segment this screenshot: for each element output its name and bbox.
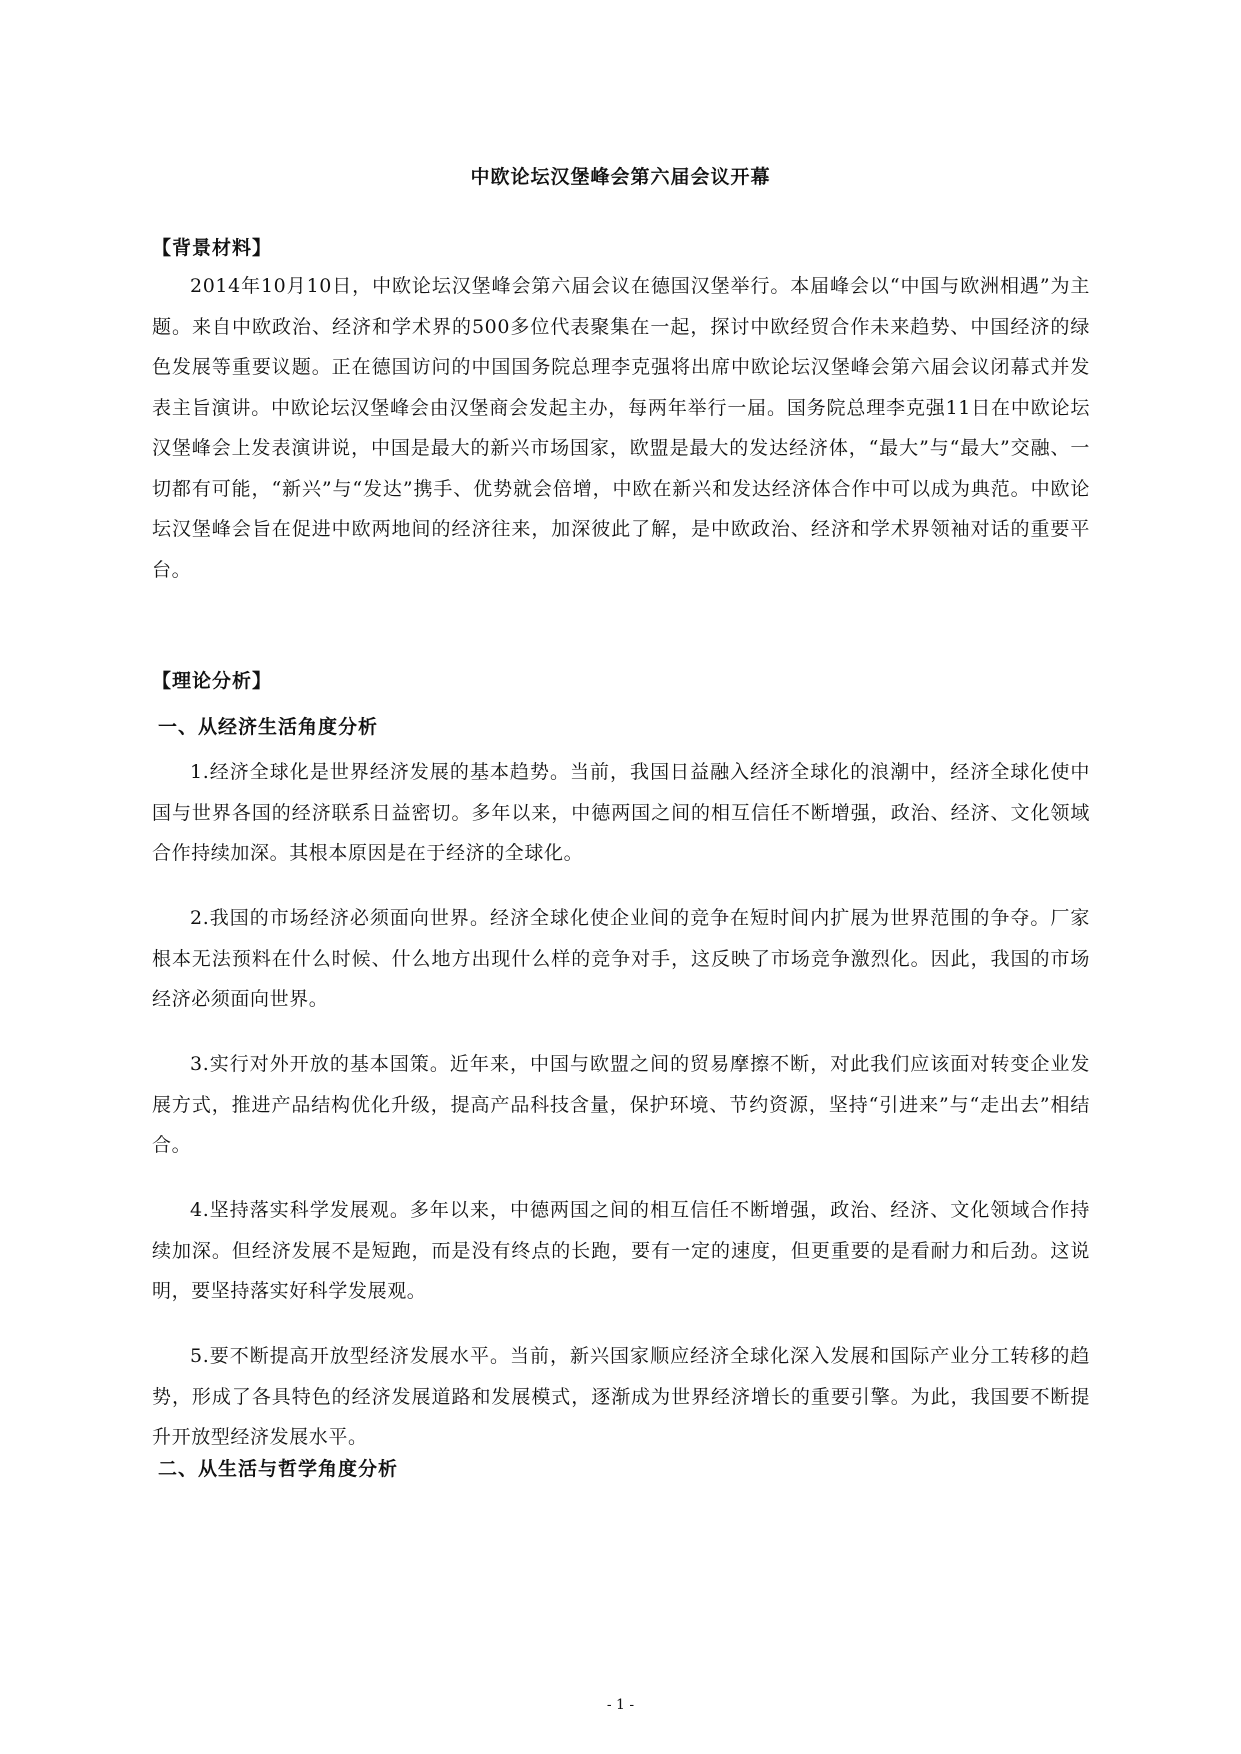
background-heading: 【背景材料】 [152,237,273,259]
analysis-point-5: 5.要不断提高开放型经济发展水平。当前，新兴国家顺应经济全球化深入发展和国际产业分工转移的趋势，形成了各具特色的经济发展道路和发展模式，逐渐成为世界经济增长的重要引擎。为此，我国要不断提升开放型经济发展水平。 [152,1345,1090,1448]
part1-heading: 一、从经济生活角度分析 [158,716,379,738]
background-paragraph: 2014年10月10日，中欧论坛汉堡峰会第六届会议在德国汉堡举行。本届峰会以“中国与欧洲相遇”为主题。来自中欧政治、经济和学术界的500多位代表聚集在一起，探讨中欧经贸合作未来趋势、中国经济的绿色发展等重要议题。正在德国访问的中国国务院总理李克强将出席中欧论坛汉堡峰会第六届会议闭幕式并发表主旨演讲。中欧论坛汉堡峰会由汉堡商会发起主办，每两年举行一届。国务院总理李克强11日在中欧论坛汉堡峰会上发表演讲说，中国是最大的新兴市场国家，欧盟是最大的发达经济体，“最大”与“最大”交融、一切都有可能，“新兴”与“发达”携手、优势就会倍增，中欧在新兴和发达经济体合作中可以成为典范。中欧论坛汉堡峰会旨在促进中欧两地间的经济往来，加深彼此了解，是中欧政治、经济和学术界领袖对话的重要平台。 [152,275,1090,581]
analysis-heading: 【理论分析】 [152,670,273,692]
part2-heading: 二、从生活与哲学角度分析 [158,1458,399,1480]
page-number: - 1 - [606,1697,635,1713]
analysis-point-2: 2.我国的市场经济必须面向世界。经济全球化使企业间的竞争在短时间内扩展为世界范围的争夺。厂家根本无法预料在什么时候、什么地方出现什么样的竞争对手，这反映了市场竞争激烈化。因此，我国的市场经济必须面向世界。 [152,907,1090,1010]
analysis-point-1: 1.经济全球化是世界经济发展的基本趋势。当前，我国日益融入经济全球化的浪潮中，经济全球化使中国与世界各国的经济联系日益密切。多年以来，中德两国之间的相互信任不断增强，政治、经济、文化领域合作持续加深。其根本原因是在于经济的全球化。 [152,761,1090,864]
analysis-point-3: 3.实行对外开放的基本国策。近年来，中国与欧盟之间的贸易摩擦不断，对此我们应该面对转变企业发展方式，推进产品结构优化升级，提高产品科技含量，保护环境、节约资源，坚持“引进来”与“走出去”相结合。 [152,1053,1090,1156]
document-title: 中欧论坛汉堡峰会第六届会议开幕 [470,166,771,188]
analysis-point-4: 4.坚持落实科学发展观。多年以来，中德两国之间的相互信任不断增强，政治、经济、文化领域合作持续加深。但经济发展不是短跑，而是没有终点的长跑，要有一定的速度，但更重要的是看耐力和后劲。这说明，要坚持落实好科学发展观。 [152,1199,1090,1302]
